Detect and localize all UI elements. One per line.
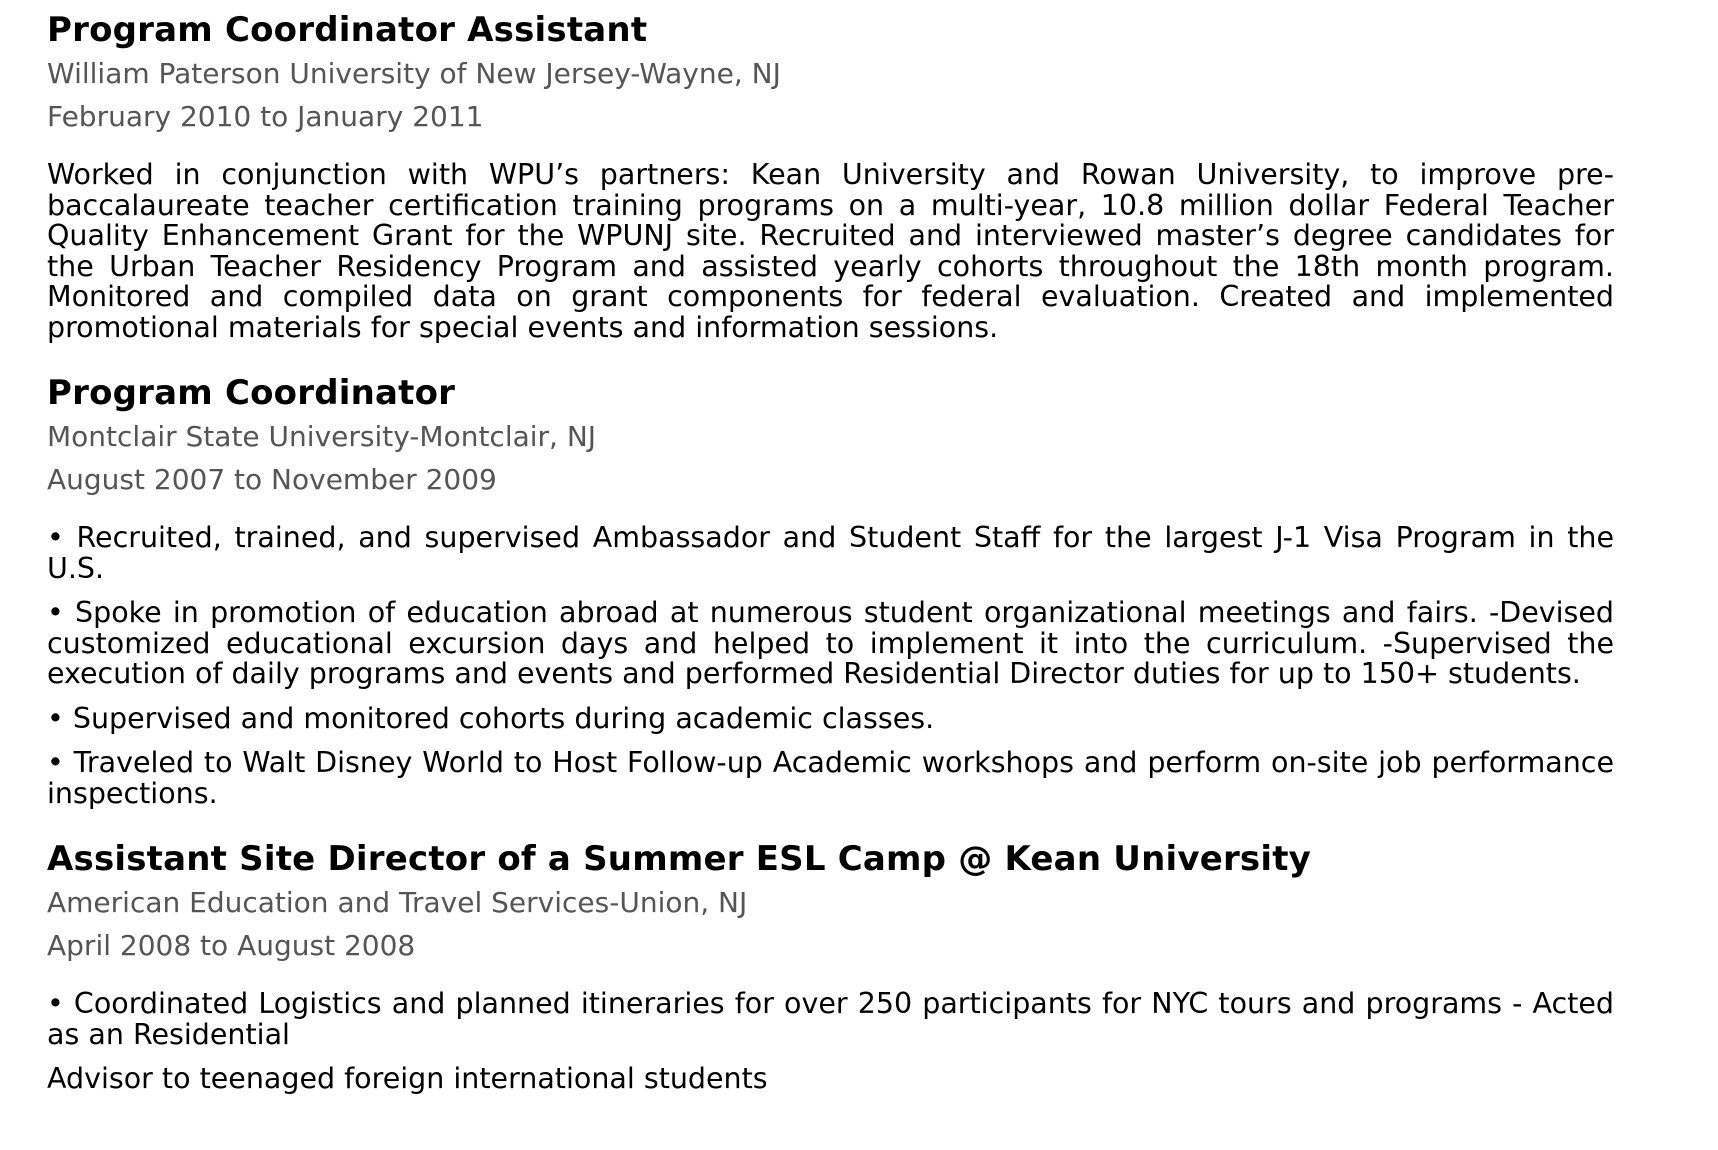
job-description <box>47 523 1614 809</box>
job-description-paragraph: Worked in conjunction with WPU’s partners: Kean University and Rowan University, to improve pre-baccalaureate teacher certification training programs on a multi-year, 10.8 million dollar Federal Teacher Quality Enhancement Grant for the WPUNJ site. Recruited and interviewed master’s degree candidates for the Urban Teacher Residency Program and assisted yearly cohorts throughout the 18th month program. Monitored and compiled data on grant components for federal evaluation. Created and implemented promotional materials for special events and information sessions. <box>47 158 1614 344</box>
job-bullet: • Supervised and monitored cohorts during academic classes. <box>47 701 935 735</box>
job-bullet: • Traveled to Walt Disney World to Host Follow-up Academic workshops and perform on-site job performance inspections. <box>47 746 1614 810</box>
job-bullet: • Recruited, trained, and supervised Ambassador and Student Staff for the largest J-1 Visa Program in the U.S. <box>47 521 1614 585</box>
job-title: Program Coordinator <box>47 373 456 413</box>
job-bullet: • Coordinated Logistics and planned itineraries for over 250 participants for NYC tours and programs - Acted as an Residential <box>47 987 1614 1051</box>
job-title: Assistant Site Director of a Summer ESL Camp @ Kean University <box>47 839 1312 879</box>
job-dates: February 2010 to January 2011 <box>47 100 484 133</box>
job-entry <box>47 371 1614 809</box>
job-bullet: • Spoke in promotion of education abroad at numerous student organizational meetings and fairs. -Devised customized educational excursion days and helped to implement it into the curriculum. -Supervised the execution of daily programs and events and performed Residential Director duties for up to 150+ students. <box>47 596 1614 690</box>
job-employer: Montclair State University-Montclair, NJ <box>47 420 597 453</box>
job-entry <box>47 8 1614 343</box>
work-experience-section <box>47 8 1614 1095</box>
job-employer: William Paterson University of New Jersey-Wayne, NJ <box>47 57 781 90</box>
job-dates: August 2007 to November 2009 <box>47 463 497 496</box>
job-entry <box>47 837 1614 1095</box>
job-employer: American Education and Travel Services-Union, NJ <box>47 886 748 919</box>
job-dates: April 2008 to August 2008 <box>47 929 416 962</box>
job-description <box>47 160 1614 343</box>
job-description-paragraph: Advisor to teenaged foreign international students <box>47 1062 768 1095</box>
job-title: Program Coordinator Assistant <box>47 10 648 50</box>
job-description <box>47 989 1614 1095</box>
